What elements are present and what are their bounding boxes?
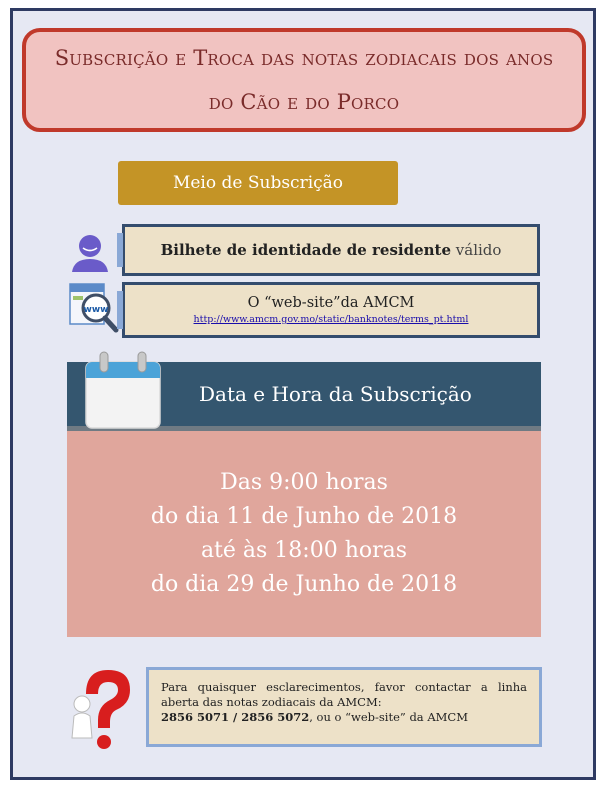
bilhete-bold-text: Bilhete de identidade de residente	[160, 241, 452, 259]
bilhete-text	[161, 241, 502, 259]
contact-phones: 2856 5071 / 2856 5072	[161, 710, 310, 724]
contact-text-1: Para quaisquer esclarecimentos, favor contactar a linha aberta das notas zodiacais da AMCM:	[161, 680, 527, 709]
date-line-2: do dia 11 de Junho de 2018	[150, 504, 458, 529]
date-line-4: do dia 29 de Junho de 2018	[150, 572, 458, 597]
website-label: O “web-site”da AMCM	[247, 295, 415, 311]
contact-box	[146, 667, 542, 747]
bilhete-box	[122, 224, 540, 276]
person-icon	[70, 232, 110, 274]
date-header-title: Data e Hora da Subscrição	[199, 382, 472, 406]
meio-subscricao-heading: Meio de Subscrição	[118, 161, 398, 205]
svg-text:www: www	[83, 305, 109, 315]
question-mark-person-icon	[64, 664, 144, 752]
date-line-3: até às 18:00 horas	[200, 538, 408, 563]
contact-text-2: , ou o “web-site” da AMCM	[309, 710, 468, 724]
website-link[interactable]: http://www.amcm.gov.mo/static/banknotes/terms_pt.html	[193, 314, 469, 325]
title-line-1: Subscrição e Troca das notas zodiacais dos anos	[54, 46, 554, 70]
date-line-1: Das 9:00 horas	[220, 470, 388, 495]
calendar-icon	[82, 350, 164, 432]
bilhete-rest-text: válido	[451, 241, 502, 259]
date-body	[67, 431, 541, 637]
www-magnifier-icon	[68, 282, 120, 334]
title-box	[22, 28, 586, 132]
title-line-2: do Cão e do Porco	[208, 90, 400, 114]
website-box	[122, 282, 540, 338]
